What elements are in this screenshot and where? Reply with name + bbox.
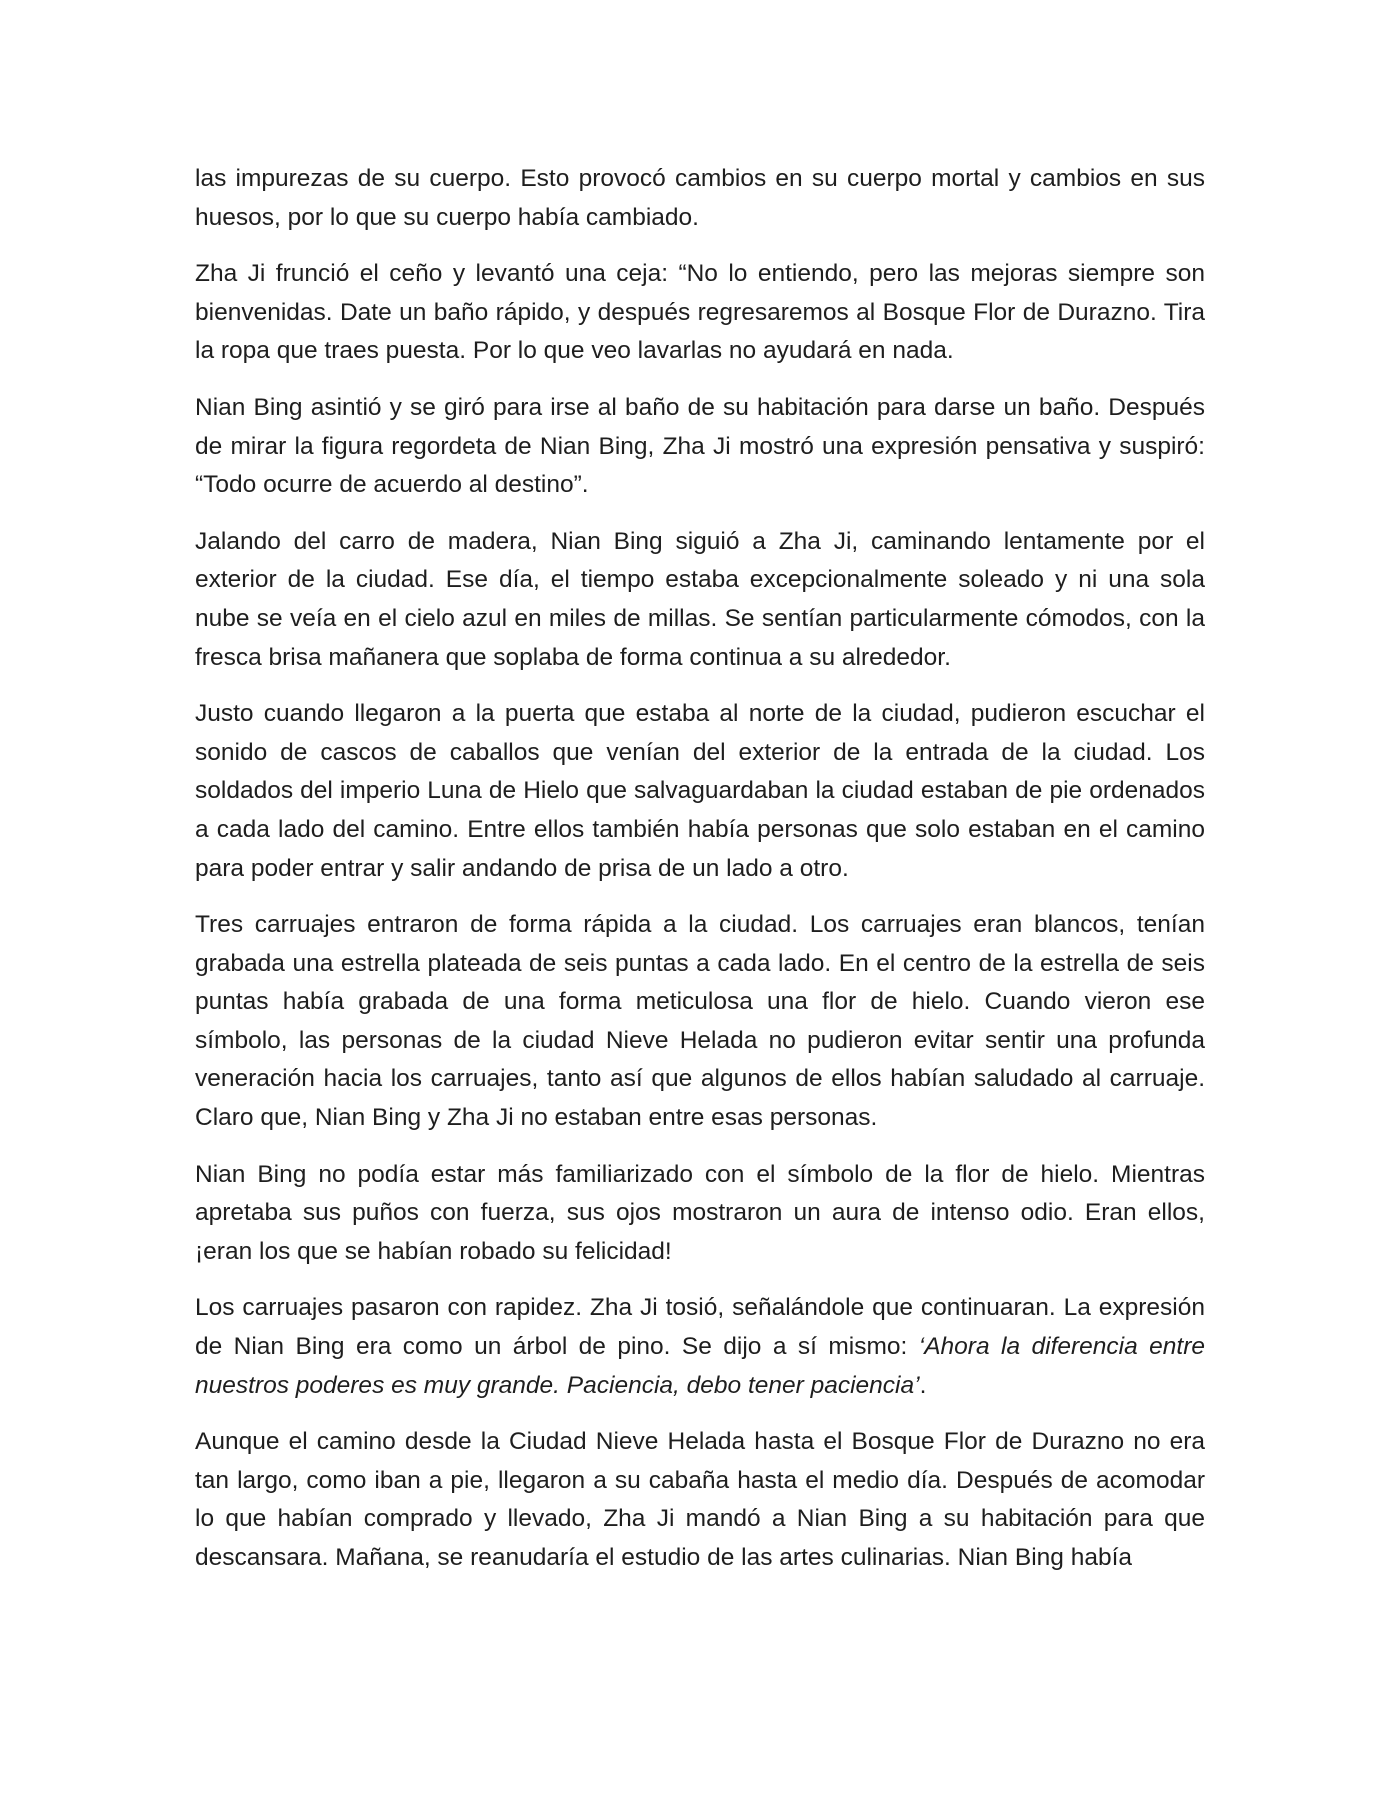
paragraph-4: Jalando del carro de madera, Nian Bing siguió a Zha Ji, caminando lentamente por el exterior de la ciudad. Ese día, el tiempo estaba excepcionalmente soleado y ni una sola nube se veía en el cielo azul en miles de millas. Se sentían particularmente cómodos, con la fresca brisa mañanera que soplaba de forma continua a su alrededor. [195,527,1205,671]
paragraph-9: Aunque el camino desde la Ciudad Nieve Helada hasta el Bosque Flor de Durazno no era tan largo, como iban a pie, llegaron a su cabaña hasta el medio día. Después de acomodar lo que habían comprado y llevado, Zha Ji mandó a Nian Bing a su habitación para que descansara. Mañana, se reanudaría el estudio de las artes culinarias. Nian Bing había [195,1428,1205,1571]
paragraph-6: Tres carruajes entraron de forma rápida a la ciudad. Los carruajes eran blancos, tenían grabada una estrella plateada de seis puntas a cada lado. En el centro de la estrella de seis puntas había grabada de una forma meticulosa una flor de hielo. Cuando vieron ese símbolo, las personas de la ciudad Nieve Helada no pudieron evitar sentir una profunda veneración hacia los carruajes, tanto así que algunos de ellos habían saludado al carruaje. Claro que, Nian Bing y Zha Ji no estaban entre esas personas. [195,911,1205,1132]
paragraph-7: Nian Bing no podía estar más familiarizado con el símbolo de la flor de hielo. Mientras apretaba sus puños con fuerza, sus ojos mostraron un aura de intenso odio. Eran ellos, ¡eran los que se habían robado su felicidad! [195,1160,1205,1265]
document-page [195,160,1205,1596]
paragraph-5: Justo cuando llegaron a la puerta que estaba al norte de la ciudad, pudieron escuchar el sonido de cascos de caballos que venían del exterior de la entrada de la ciudad. Los soldados del imperio Luna de Hielo que salvaguardaban la ciudad estaban de pie ordenados a cada lado del camino. Entre ellos también había personas que solo estaban en el camino para poder entrar y salir andando de prisa de un lado a otro. [195,700,1205,882]
paragraph-8-text: Los carruajes pasaron con rapidez. Zha Ji tosió, señalándole que continuaran. La expresión de Nian Bing era como un árbol de pino. Se dijo a sí mismo: [195,1294,1205,1361]
paragraph-8-end: . [919,1371,927,1399]
paragraph-8 [195,1289,1205,1405]
paragraph-1: las impurezas de su cuerpo. Esto provocó cambios en su cuerpo mortal y cambios en sus huesos, por lo que su cuerpo había cambiado. [195,165,1205,231]
paragraph-2: Zha Ji frunció el ceño y levantó una ceja: “No lo entiendo, pero las mejoras siempre son bienvenidas. Date un baño rápido, y después regresaremos al Bosque Flor de Durazno. Tira la ropa que traes puesta. Por lo que veo lavarlas no ayudará en nada. [195,260,1205,365]
paragraph-8-italic-thought: ‘Ahora la diferencia entre nuestros poderes es muy grande. Paciencia, debo tener paciencia’ [195,1333,1205,1399]
paragraph-3: Nian Bing asintió y se giró para irse al baño de su habitación para darse un baño. Después de mirar la figura regordeta de Nian Bing, Zha Ji mostró una expresión pensativa y suspiró: “Todo ocurre de acuerdo al destino”. [195,393,1205,499]
